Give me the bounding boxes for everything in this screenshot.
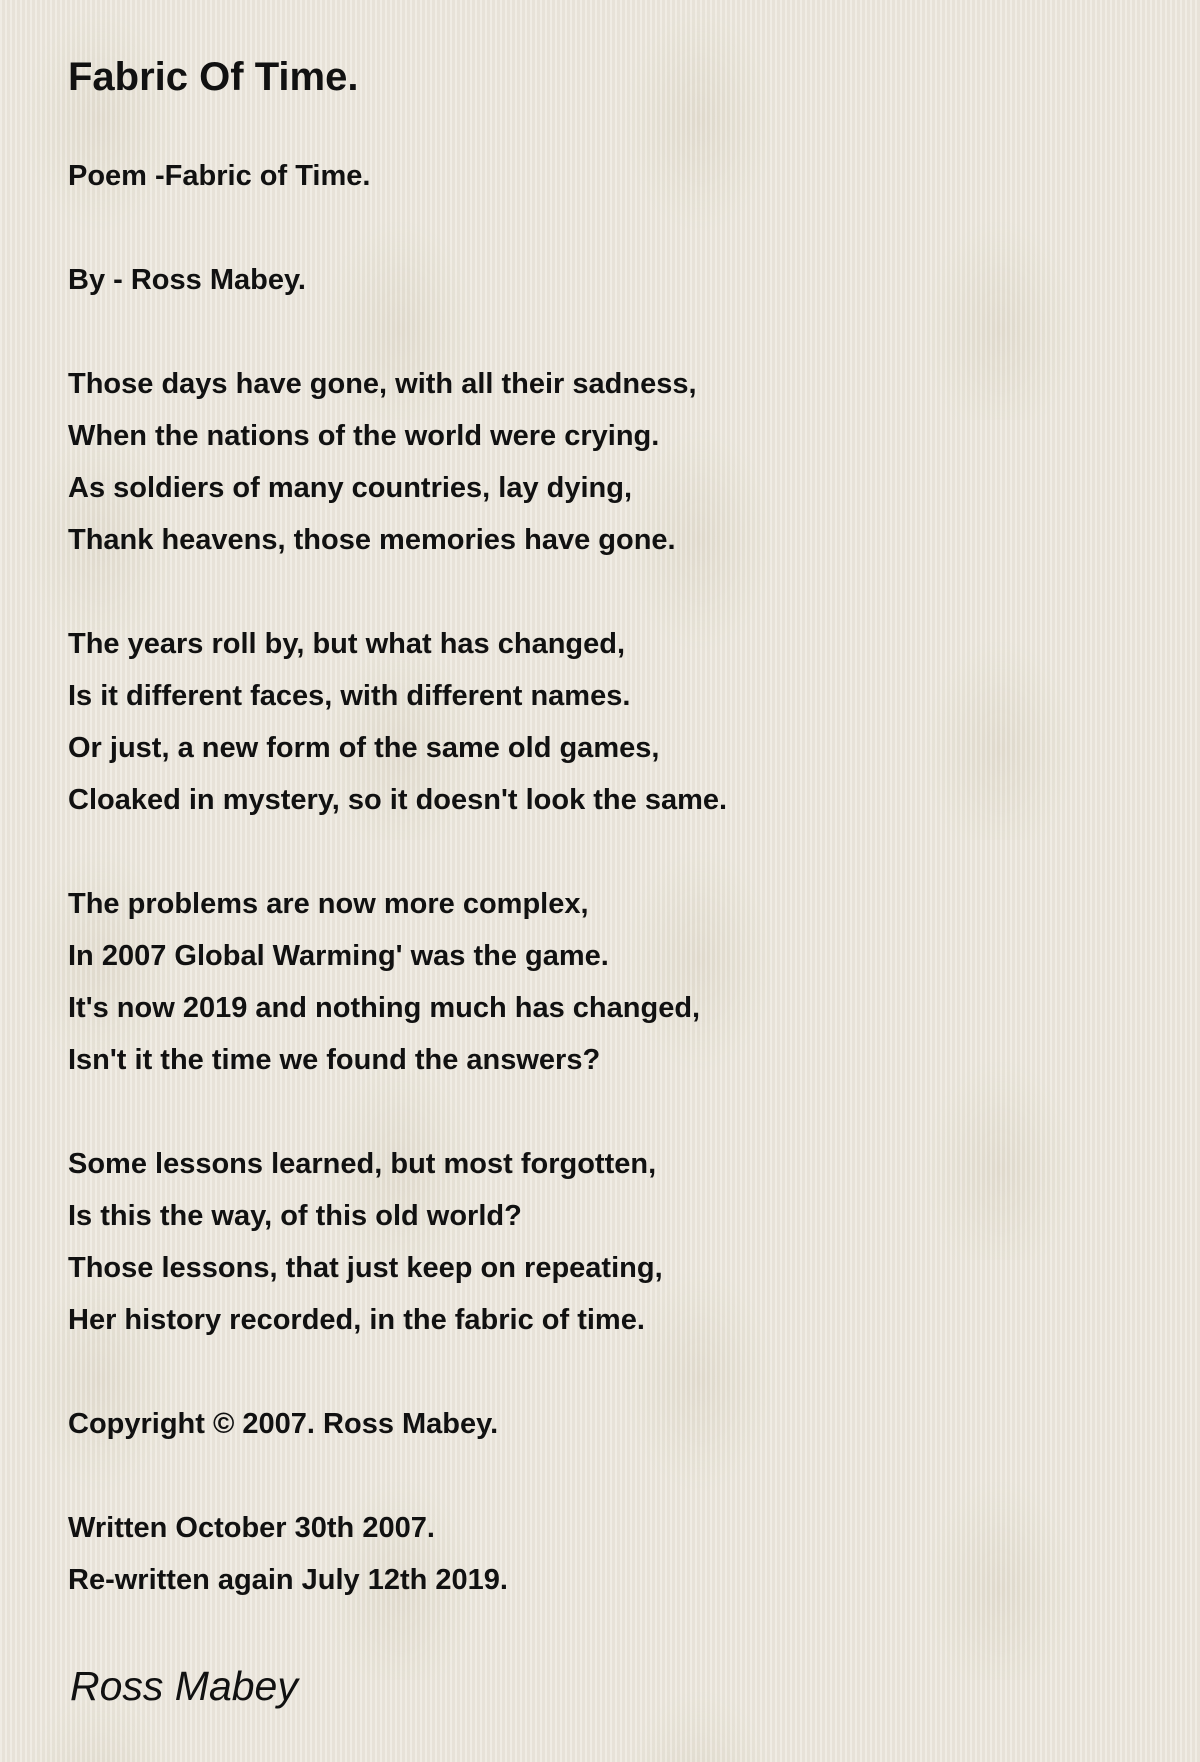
poem-line: Cloaked in mystery, so it doesn't look the same. [68,784,728,816]
poem-line: The years roll by, but what has changed, [68,628,626,660]
poem-line: The problems are now more complex, [68,888,589,920]
poem-body [68,150,1148,1606]
poem-line: Poem -Fabric of Time. [68,160,371,192]
poem-line: Her history recorded, in the fabric of time. [68,1304,645,1336]
poem-line: Those lessons, that just keep on repeating, [68,1252,663,1284]
poem-line: Is it different faces, with different names. [68,680,631,712]
stanza [68,878,1148,1086]
written-dates [68,1502,1148,1606]
poem-subtitle [68,150,1148,202]
poem-line: Those days have gone, with all their sadness, [68,368,697,400]
stanza [68,618,1148,826]
poem-line: Re-written again July 12th 2019. [68,1564,508,1596]
author-signature: Ross Mabey [70,1663,298,1709]
poem-line: Isn't it the time we found the answers? [68,1044,601,1076]
stanza [68,1138,1148,1346]
poem-title: Fabric Of Time. [68,55,359,99]
poem-line: When the nations of the world were crying. [68,420,660,452]
poem-line: Is this the way, of this old world? [68,1200,522,1232]
stanza [68,358,1148,566]
copyright-notice [68,1398,1148,1450]
poem-line: As soldiers of many countries, lay dying, [68,472,633,504]
poem-line: Thank heavens, those memories have gone. [68,524,676,556]
poem-line: In 2007 Global Warming' was the game. [68,940,609,972]
poem-line: Copyright © 2007. Ross Mabey. [68,1408,499,1440]
poem-line: Or just, a new form of the same old games, [68,732,660,764]
poem-page [68,44,1148,1658]
poem-line: Written October 30th 2007. [68,1512,435,1544]
poem-byline [68,254,1148,306]
poem-line: By - Ross Mabey. [68,264,306,296]
poem-line: Some lessons learned, but most forgotten, [68,1148,657,1180]
poem-line: It's now 2019 and nothing much has changed, [68,992,701,1024]
